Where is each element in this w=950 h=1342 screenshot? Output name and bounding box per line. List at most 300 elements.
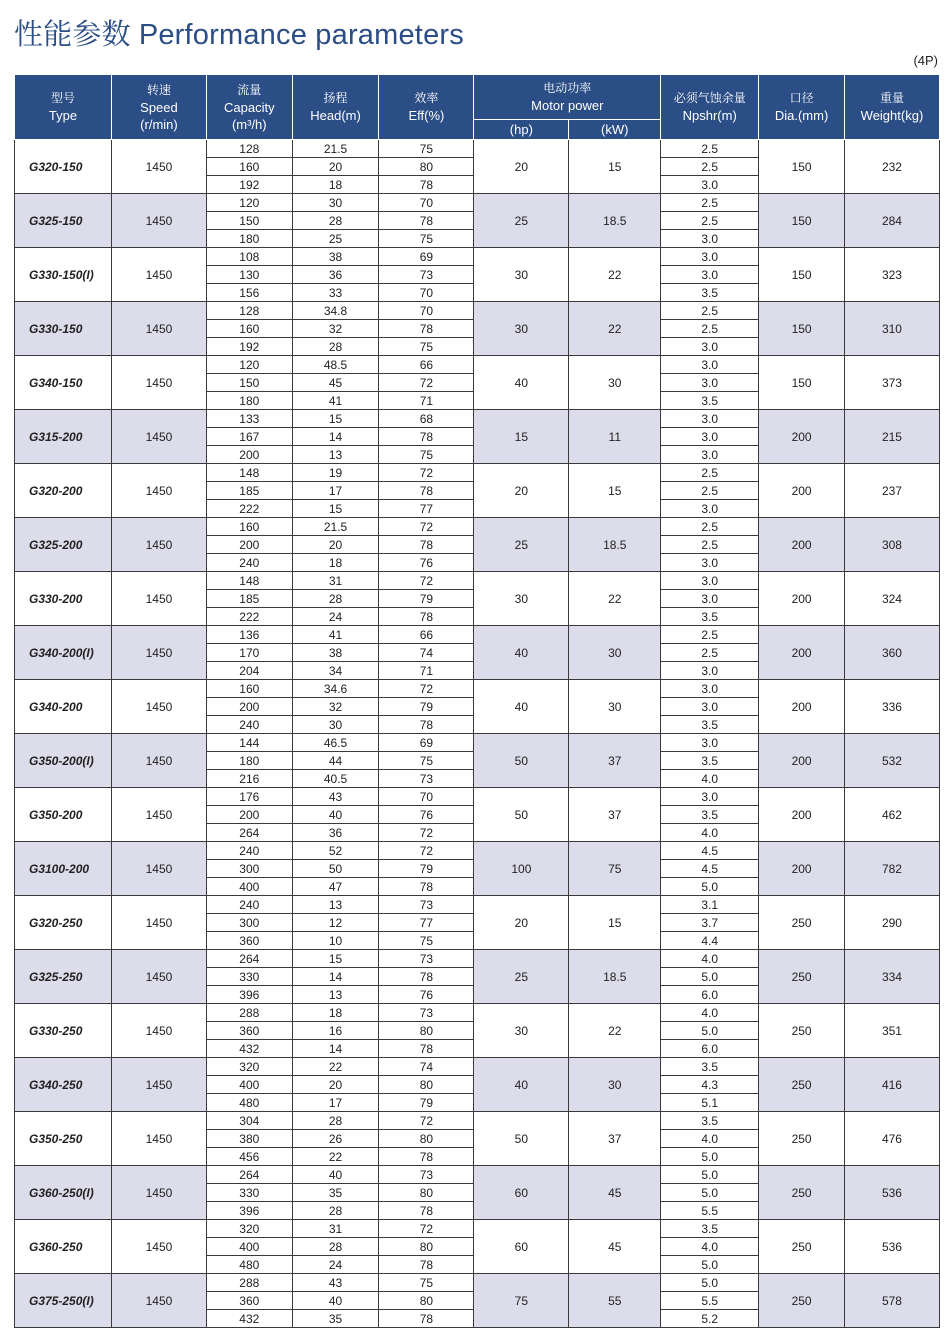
cell-npshr: 5.0 <box>661 1274 759 1292</box>
cell-capacity: 136 <box>206 626 292 644</box>
cell-eff: 78 <box>379 878 474 896</box>
cell-capacity: 128 <box>206 302 292 320</box>
cell-capacity: 200 <box>206 698 292 716</box>
cell-type: G350-200(I) <box>15 734 112 788</box>
cell-capacity: 180 <box>206 230 292 248</box>
cell-hp: 25 <box>474 194 569 248</box>
table-row <box>15 356 940 374</box>
cell-capacity: 264 <box>206 950 292 968</box>
cell-type: G350-250 <box>15 1112 112 1166</box>
cell-head: 38 <box>292 644 379 662</box>
table-row <box>15 1274 940 1292</box>
cell-dia: 200 <box>759 410 845 464</box>
cell-npshr: 3.0 <box>661 230 759 248</box>
cell-kw: 15 <box>569 896 661 950</box>
cell-eff: 78 <box>379 536 474 554</box>
cell-speed: 1450 <box>111 1058 206 1112</box>
cell-npshr: 3.0 <box>661 680 759 698</box>
cell-weight: 360 <box>844 626 939 680</box>
cell-kw: 30 <box>569 1058 661 1112</box>
cell-head: 44 <box>292 752 379 770</box>
cell-type: G330-150(I) <box>15 248 112 302</box>
cell-capacity: 120 <box>206 356 292 374</box>
cell-head: 24 <box>292 608 379 626</box>
table-row <box>15 248 940 266</box>
cell-eff: 70 <box>379 284 474 302</box>
cell-speed: 1450 <box>111 788 206 842</box>
cell-dia: 200 <box>759 680 845 734</box>
cell-type: G330-150 <box>15 302 112 356</box>
cell-head: 50 <box>292 860 379 878</box>
cell-dia: 250 <box>759 1058 845 1112</box>
table-row <box>15 734 940 752</box>
cell-hp: 40 <box>474 680 569 734</box>
cell-head: 28 <box>292 338 379 356</box>
cell-head: 20 <box>292 1076 379 1094</box>
cell-kw: 18.5 <box>569 194 661 248</box>
cell-npshr: 4.5 <box>661 842 759 860</box>
cell-capacity: 222 <box>206 500 292 518</box>
cell-npshr: 5.5 <box>661 1292 759 1310</box>
cell-weight: 232 <box>844 140 939 194</box>
cell-eff: 73 <box>379 896 474 914</box>
header-head: 扬程 Head(m) <box>292 75 379 140</box>
cell-kw: 45 <box>569 1220 661 1274</box>
cell-speed: 1450 <box>111 1112 206 1166</box>
cell-eff: 66 <box>379 626 474 644</box>
cell-speed: 1450 <box>111 1274 206 1328</box>
cell-head: 30 <box>292 716 379 734</box>
cell-speed: 1450 <box>111 1004 206 1058</box>
cell-weight: 351 <box>844 1004 939 1058</box>
cell-eff: 76 <box>379 806 474 824</box>
cell-type: G320-250 <box>15 896 112 950</box>
cell-head: 21.5 <box>292 518 379 536</box>
cell-type: G360-250 <box>15 1220 112 1274</box>
cell-eff: 72 <box>379 572 474 590</box>
cell-npshr: 3.0 <box>661 572 759 590</box>
cell-capacity: 320 <box>206 1220 292 1238</box>
table-row <box>15 1166 940 1184</box>
cell-hp: 20 <box>474 896 569 950</box>
cell-head: 36 <box>292 266 379 284</box>
cell-npshr: 3.5 <box>661 752 759 770</box>
header-weight: 重量 Weight(kg) <box>844 75 939 140</box>
cell-npshr: 4.0 <box>661 824 759 842</box>
cell-dia: 250 <box>759 1112 845 1166</box>
cell-capacity: 400 <box>206 1076 292 1094</box>
cell-type: G325-250 <box>15 950 112 1004</box>
cell-head: 13 <box>292 446 379 464</box>
cell-weight: 336 <box>844 680 939 734</box>
cell-speed: 1450 <box>111 1166 206 1220</box>
cell-npshr: 3.5 <box>661 1058 759 1076</box>
cell-capacity: 167 <box>206 428 292 446</box>
cell-npshr: 3.5 <box>661 392 759 410</box>
cell-type: G375-250(I) <box>15 1274 112 1328</box>
cell-type: G325-200 <box>15 518 112 572</box>
cell-type: G3100-200 <box>15 842 112 896</box>
cell-npshr: 2.5 <box>661 140 759 158</box>
cell-capacity: 400 <box>206 878 292 896</box>
cell-npshr: 3.5 <box>661 608 759 626</box>
header-speed: 转速 Speed (r/min) <box>111 75 206 140</box>
cell-capacity: 216 <box>206 770 292 788</box>
cell-type: G330-250 <box>15 1004 112 1058</box>
table-row <box>15 950 940 968</box>
cell-kw: 22 <box>569 248 661 302</box>
cell-head: 15 <box>292 950 379 968</box>
cell-capacity: 192 <box>206 176 292 194</box>
cell-dia: 150 <box>759 194 845 248</box>
cell-head: 41 <box>292 626 379 644</box>
cell-eff: 73 <box>379 950 474 968</box>
cell-capacity: 200 <box>206 446 292 464</box>
cell-head: 45 <box>292 374 379 392</box>
cell-npshr: 2.5 <box>661 158 759 176</box>
cell-head: 31 <box>292 1220 379 1238</box>
cell-npshr: 3.0 <box>661 734 759 752</box>
cell-eff: 80 <box>379 1076 474 1094</box>
cell-speed: 1450 <box>111 410 206 464</box>
cell-hp: 40 <box>474 356 569 410</box>
cell-npshr: 3.0 <box>661 428 759 446</box>
cell-capacity: 180 <box>206 752 292 770</box>
cell-eff: 72 <box>379 1220 474 1238</box>
cell-speed: 1450 <box>111 140 206 194</box>
cell-head: 26 <box>292 1130 379 1148</box>
cell-head: 33 <box>292 284 379 302</box>
cell-eff: 75 <box>379 1274 474 1292</box>
cell-npshr: 5.2 <box>661 1310 759 1328</box>
cell-eff: 74 <box>379 644 474 662</box>
cell-type: G340-150 <box>15 356 112 410</box>
cell-head: 13 <box>292 986 379 1004</box>
cell-dia: 200 <box>759 518 845 572</box>
header-dia: 口径 Dia.(mm) <box>759 75 845 140</box>
header-npshr: 必须气蚀余量 Npshr(m) <box>661 75 759 140</box>
cell-speed: 1450 <box>111 626 206 680</box>
cell-head: 35 <box>292 1184 379 1202</box>
cell-eff: 72 <box>379 1112 474 1130</box>
cell-eff: 72 <box>379 464 474 482</box>
cell-dia: 150 <box>759 356 845 410</box>
cell-eff: 72 <box>379 680 474 698</box>
performance-table <box>14 74 940 1328</box>
cell-speed: 1450 <box>111 950 206 1004</box>
cell-npshr: 3.5 <box>661 806 759 824</box>
cell-capacity: 240 <box>206 716 292 734</box>
header-motor-kw: (kW) <box>569 120 661 140</box>
cell-dia: 250 <box>759 950 845 1004</box>
cell-kw: 30 <box>569 680 661 734</box>
cell-capacity: 148 <box>206 572 292 590</box>
cell-eff: 66 <box>379 356 474 374</box>
cell-eff: 72 <box>379 518 474 536</box>
cell-eff: 74 <box>379 1058 474 1076</box>
cell-head: 28 <box>292 1238 379 1256</box>
cell-weight: 323 <box>844 248 939 302</box>
cell-head: 24 <box>292 1256 379 1274</box>
cell-speed: 1450 <box>111 842 206 896</box>
cell-eff: 70 <box>379 302 474 320</box>
cell-eff: 75 <box>379 446 474 464</box>
cell-npshr: 4.4 <box>661 932 759 950</box>
cell-eff: 80 <box>379 1184 474 1202</box>
cell-npshr: 6.0 <box>661 986 759 1004</box>
cell-head: 47 <box>292 878 379 896</box>
cell-capacity: 432 <box>206 1040 292 1058</box>
cell-capacity: 330 <box>206 968 292 986</box>
cell-capacity: 170 <box>206 644 292 662</box>
cell-weight: 416 <box>844 1058 939 1112</box>
cell-weight: 782 <box>844 842 939 896</box>
cell-speed: 1450 <box>111 302 206 356</box>
cell-capacity: 128 <box>206 140 292 158</box>
cell-dia: 200 <box>759 572 845 626</box>
cell-capacity: 150 <box>206 374 292 392</box>
cell-kw: 30 <box>569 626 661 680</box>
cell-kw: 22 <box>569 572 661 626</box>
cell-npshr: 4.0 <box>661 1130 759 1148</box>
cell-capacity: 185 <box>206 482 292 500</box>
cell-hp: 50 <box>474 734 569 788</box>
cell-capacity: 396 <box>206 986 292 1004</box>
cell-head: 15 <box>292 410 379 428</box>
cell-eff: 78 <box>379 608 474 626</box>
page-title <box>14 12 464 53</box>
table-row <box>15 518 940 536</box>
cell-hp: 60 <box>474 1166 569 1220</box>
cell-npshr: 4.0 <box>661 950 759 968</box>
cell-head: 34.8 <box>292 302 379 320</box>
cell-npshr: 2.5 <box>661 302 759 320</box>
cell-weight: 324 <box>844 572 939 626</box>
cell-head: 22 <box>292 1148 379 1166</box>
header-type: 型号 Type <box>15 75 112 140</box>
cell-eff: 76 <box>379 986 474 1004</box>
cell-dia: 150 <box>759 302 845 356</box>
cell-head: 43 <box>292 788 379 806</box>
table-row <box>15 680 940 698</box>
cell-dia: 250 <box>759 896 845 950</box>
cell-eff: 78 <box>379 716 474 734</box>
cell-capacity: 360 <box>206 932 292 950</box>
cell-eff: 80 <box>379 1292 474 1310</box>
cell-head: 32 <box>292 698 379 716</box>
header-eff: 效率 Eff(%) <box>379 75 474 140</box>
cell-npshr: 3.0 <box>661 590 759 608</box>
cell-head: 14 <box>292 1040 379 1058</box>
cell-dia: 200 <box>759 464 845 518</box>
cell-capacity: 264 <box>206 1166 292 1184</box>
cell-kw: 22 <box>569 1004 661 1058</box>
cell-capacity: 176 <box>206 788 292 806</box>
cell-type: G340-250 <box>15 1058 112 1112</box>
cell-head: 16 <box>292 1022 379 1040</box>
cell-weight: 536 <box>844 1220 939 1274</box>
cell-head: 10 <box>292 932 379 950</box>
cell-head: 12 <box>292 914 379 932</box>
cell-eff: 75 <box>379 140 474 158</box>
cell-capacity: 185 <box>206 590 292 608</box>
cell-head: 18 <box>292 176 379 194</box>
cell-capacity: 108 <box>206 248 292 266</box>
table-row <box>15 1220 940 1238</box>
cell-eff: 78 <box>379 1256 474 1274</box>
cell-weight: 532 <box>844 734 939 788</box>
cell-dia: 150 <box>759 248 845 302</box>
cell-eff: 80 <box>379 158 474 176</box>
cell-npshr: 2.5 <box>661 320 759 338</box>
cell-head: 18 <box>292 554 379 572</box>
cell-kw: 30 <box>569 356 661 410</box>
cell-head: 21.5 <box>292 140 379 158</box>
cell-npshr: 3.5 <box>661 284 759 302</box>
cell-eff: 72 <box>379 374 474 392</box>
cell-eff: 78 <box>379 176 474 194</box>
cell-npshr: 5.0 <box>661 968 759 986</box>
cell-npshr: 6.0 <box>661 1040 759 1058</box>
cell-eff: 78 <box>379 1148 474 1166</box>
table-row <box>15 626 940 644</box>
cell-eff: 76 <box>379 554 474 572</box>
cell-weight: 578 <box>844 1274 939 1328</box>
cell-speed: 1450 <box>111 572 206 626</box>
cell-capacity: 300 <box>206 860 292 878</box>
table-row <box>15 1004 940 1022</box>
cell-head: 17 <box>292 1094 379 1112</box>
cell-kw: 75 <box>569 842 661 896</box>
cell-capacity: 133 <box>206 410 292 428</box>
table-row <box>15 464 940 482</box>
table-body <box>15 140 940 1328</box>
cell-type: G340-200(I) <box>15 626 112 680</box>
cell-npshr: 5.0 <box>661 878 759 896</box>
cell-capacity: 320 <box>206 1058 292 1076</box>
cell-capacity: 240 <box>206 842 292 860</box>
cell-capacity: 300 <box>206 914 292 932</box>
cell-npshr: 5.0 <box>661 1166 759 1184</box>
cell-weight: 215 <box>844 410 939 464</box>
cell-dia: 250 <box>759 1166 845 1220</box>
cell-kw: 37 <box>569 1112 661 1166</box>
cell-eff: 78 <box>379 968 474 986</box>
cell-npshr: 5.1 <box>661 1094 759 1112</box>
cell-eff: 77 <box>379 500 474 518</box>
cell-npshr: 5.0 <box>661 1022 759 1040</box>
cell-head: 14 <box>292 968 379 986</box>
cell-head: 25 <box>292 230 379 248</box>
header-motor-power: 电动功率 Motor power <box>474 75 661 120</box>
cell-capacity: 480 <box>206 1256 292 1274</box>
cell-capacity: 160 <box>206 320 292 338</box>
cell-npshr: 5.5 <box>661 1202 759 1220</box>
table-row <box>15 140 940 158</box>
cell-head: 52 <box>292 842 379 860</box>
cell-eff: 79 <box>379 860 474 878</box>
cell-head: 40 <box>292 1292 379 1310</box>
cell-head: 15 <box>292 500 379 518</box>
pole-note: (4P) <box>913 53 938 68</box>
cell-capacity: 160 <box>206 518 292 536</box>
cell-hp: 60 <box>474 1220 569 1274</box>
cell-dia: 250 <box>759 1274 845 1328</box>
cell-eff: 78 <box>379 1310 474 1328</box>
cell-weight: 334 <box>844 950 939 1004</box>
cell-npshr: 2.5 <box>661 212 759 230</box>
cell-dia: 250 <box>759 1004 845 1058</box>
cell-speed: 1450 <box>111 194 206 248</box>
cell-kw: 45 <box>569 1166 661 1220</box>
table-row <box>15 302 940 320</box>
cell-eff: 80 <box>379 1238 474 1256</box>
cell-npshr: 3.0 <box>661 248 759 266</box>
cell-eff: 73 <box>379 770 474 788</box>
cell-eff: 80 <box>379 1130 474 1148</box>
cell-weight: 310 <box>844 302 939 356</box>
cell-eff: 73 <box>379 1004 474 1022</box>
cell-capacity: 130 <box>206 266 292 284</box>
cell-head: 48.5 <box>292 356 379 374</box>
cell-hp: 50 <box>474 788 569 842</box>
cell-npshr: 2.5 <box>661 518 759 536</box>
cell-weight: 237 <box>844 464 939 518</box>
cell-capacity: 150 <box>206 212 292 230</box>
cell-eff: 79 <box>379 698 474 716</box>
cell-npshr: 2.5 <box>661 482 759 500</box>
table-row <box>15 788 940 806</box>
cell-weight: 536 <box>844 1166 939 1220</box>
cell-hp: 50 <box>474 1112 569 1166</box>
cell-head: 34 <box>292 662 379 680</box>
cell-capacity: 400 <box>206 1238 292 1256</box>
cell-hp: 30 <box>474 572 569 626</box>
cell-speed: 1450 <box>111 464 206 518</box>
cell-type: G320-200 <box>15 464 112 518</box>
cell-capacity: 288 <box>206 1004 292 1022</box>
cell-kw: 15 <box>569 140 661 194</box>
cell-speed: 1450 <box>111 518 206 572</box>
header-motor-hp: (hp) <box>474 120 569 140</box>
cell-capacity: 304 <box>206 1112 292 1130</box>
cell-eff: 78 <box>379 428 474 446</box>
cell-eff: 70 <box>379 194 474 212</box>
cell-eff: 71 <box>379 392 474 410</box>
cell-npshr: 5.0 <box>661 1256 759 1274</box>
cell-capacity: 240 <box>206 896 292 914</box>
cell-head: 46.5 <box>292 734 379 752</box>
cell-npshr: 3.0 <box>661 788 759 806</box>
cell-dia: 150 <box>759 140 845 194</box>
cell-weight: 476 <box>844 1112 939 1166</box>
cell-capacity: 360 <box>206 1022 292 1040</box>
cell-head: 41 <box>292 392 379 410</box>
cell-eff: 80 <box>379 1022 474 1040</box>
cell-weight: 373 <box>844 356 939 410</box>
cell-capacity: 148 <box>206 464 292 482</box>
cell-npshr: 3.0 <box>661 266 759 284</box>
cell-type: G360-250(I) <box>15 1166 112 1220</box>
cell-capacity: 204 <box>206 662 292 680</box>
cell-eff: 73 <box>379 1166 474 1184</box>
cell-npshr: 3.0 <box>661 554 759 572</box>
cell-hp: 25 <box>474 518 569 572</box>
cell-kw: 55 <box>569 1274 661 1328</box>
cell-eff: 72 <box>379 842 474 860</box>
cell-capacity: 330 <box>206 1184 292 1202</box>
cell-npshr: 3.7 <box>661 914 759 932</box>
